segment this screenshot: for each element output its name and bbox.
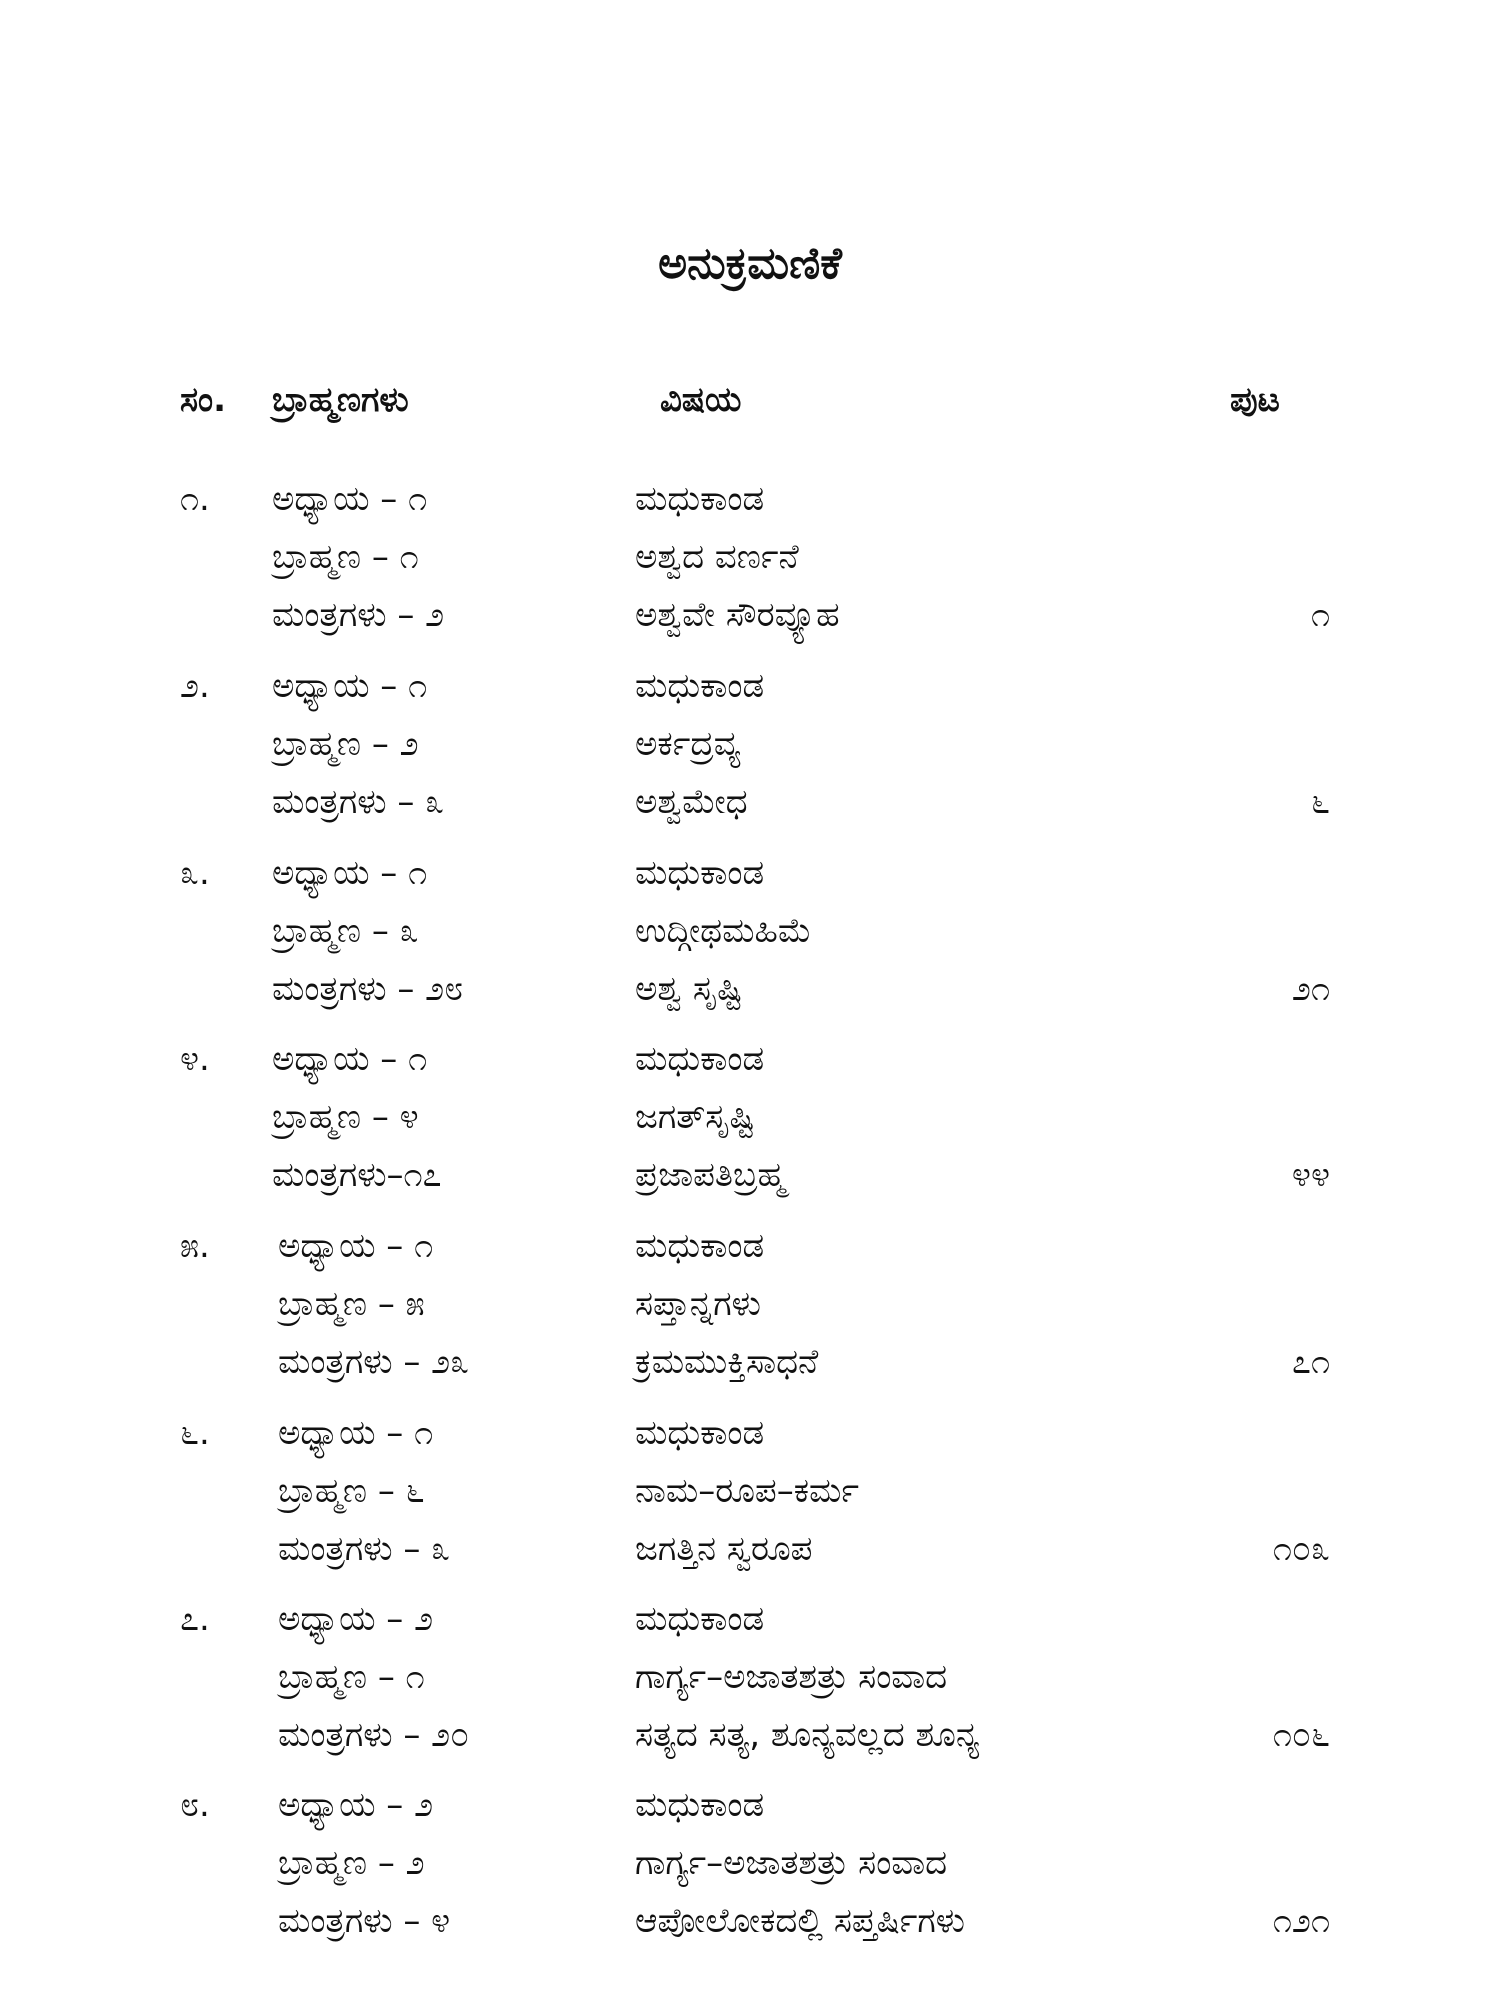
brahmana-subject: ಜಗತ್‌ಸೃಷ್ಟಿ: [635, 1097, 756, 1137]
page-number: ೬: [1310, 782, 1330, 822]
mantras-row: [0, 1520, 1500, 1578]
page-number: ೧: [1310, 595, 1330, 635]
entry-number: ೧.: [180, 479, 210, 519]
mantras-subject: ಜಗತ್ತಿನ ಸ್ವರೂಪ: [635, 1529, 813, 1569]
brahmana-row: [0, 528, 1500, 586]
brahmana-row: [0, 902, 1500, 960]
adhyaya-label: ಅಧ್ಯಾಯ – ೧: [272, 666, 428, 706]
adhyaya-row: [0, 1217, 1500, 1275]
brahmana-row: [0, 1834, 1500, 1892]
mantras-subject: ಅಶ್ವ ಸೃಷ್ಟಿ: [635, 969, 743, 1009]
entry-number: ೩.: [180, 853, 210, 893]
adhyaya-subject: ಮಧುಕಾಂಡ: [635, 1039, 765, 1079]
brahmana-label: ಬ್ರಾಹ್ಮಣ – ೨: [272, 724, 419, 764]
mantras-subject: ಅಶ್ವವೇ ಸೌರವ್ಯೂಹ: [635, 595, 840, 635]
entry-number: ೭.: [180, 1599, 210, 1639]
header-page: ಪುಟ: [1230, 380, 1280, 420]
brahmana-row: [0, 1088, 1500, 1146]
header-brahmana: ಬ್ರಾಹ್ಮಣಗಳು: [272, 380, 409, 420]
brahmana-label: ಬ್ರಾಹ್ಮಣ – ೪: [272, 1097, 419, 1137]
mantras-label: ಮಂತ್ರಗಳು–೧೭: [272, 1155, 442, 1195]
mantras-label: ಮಂತ್ರಗಳು – ೩: [272, 782, 445, 822]
mantras-subject: ಅಶ್ವಮೇಧ: [635, 782, 748, 822]
adhyaya-row: [0, 470, 1500, 528]
mantras-row: [0, 1892, 1500, 1950]
toc-entry: [0, 1217, 1500, 1403]
toc-entry: [0, 657, 1500, 843]
adhyaya-subject: ಮಧುಕಾಂಡ: [635, 666, 765, 706]
brahmana-label: ಬ್ರಾಹ್ಮಣ – ೨: [278, 1843, 425, 1883]
entry-number: ೨.: [180, 666, 210, 706]
adhyaya-label: ಅಧ್ಯಾಯ – ೨: [278, 1785, 434, 1825]
adhyaya-row: [0, 1030, 1500, 1088]
mantras-row: [0, 1333, 1500, 1391]
adhyaya-row: [0, 1590, 1500, 1648]
page-number: ೧೦೩: [1272, 1529, 1330, 1569]
page-number: ೪೪: [1291, 1155, 1330, 1195]
mantras-row: [0, 1706, 1500, 1764]
toc-entry: [0, 1776, 1500, 1962]
mantras-row: [0, 1146, 1500, 1204]
brahmana-label: ಬ್ರಾಹ್ಮಣ – ೫: [278, 1284, 425, 1324]
page-number: ೨೧: [1291, 969, 1330, 1009]
mantras-row: [0, 960, 1500, 1018]
brahmana-label: ಬ್ರಾಹ್ಮಣ – ೧: [272, 537, 419, 577]
adhyaya-label: ಅಧ್ಯಾಯ – ೧: [272, 479, 428, 519]
page-number: ೧೦೬: [1272, 1715, 1330, 1755]
adhyaya-label: ಅಧ್ಯಾಯ – ೨: [278, 1599, 434, 1639]
page-title: ಅನುಕ್ರಮಣಿಕೆ: [658, 238, 842, 289]
adhyaya-subject: ಮಧುಕಾಂಡ: [635, 1599, 765, 1639]
brahmana-label: ಬ್ರಾಹ್ಮಣ – ೧: [278, 1657, 425, 1697]
adhyaya-subject: ಮಧುಕಾಂಡ: [635, 1413, 765, 1453]
mantras-subject: ಆಪೋಲೋಕದಲ್ಲಿ ಸಪ್ತರ್ಷಿಗಳು: [635, 1901, 965, 1941]
adhyaya-subject: ಮಧುಕಾಂಡ: [635, 1226, 765, 1266]
mantras-label: ಮಂತ್ರಗಳು – ೪: [278, 1901, 451, 1941]
mantras-label: ಮಂತ್ರಗಳು – ೨: [272, 595, 445, 635]
brahmana-subject: ಸಪ್ತಾನ್ನಗಳು: [635, 1284, 761, 1324]
brahmana-subject: ಅರ್ಕದ್ರವ್ಯ: [635, 724, 741, 764]
toc-entry: [0, 1404, 1500, 1590]
mantras-subject: ಸತ್ಯದ ಸತ್ಯ, ಶೂನ್ಯವಲ್ಲದ ಶೂನ್ಯ: [635, 1715, 980, 1755]
mantras-label: ಮಂತ್ರಗಳು – ೩: [278, 1529, 451, 1569]
mantras-subject: ಪ್ರಜಾಪತಿಬ್ರಹ್ಮ: [635, 1155, 786, 1195]
mantras-label: ಮಂತ್ರಗಳು – ೨೩: [278, 1342, 470, 1382]
brahmana-row: [0, 1275, 1500, 1333]
brahmana-subject: ಅಶ್ವದ ವರ್ಣನೆ: [635, 537, 799, 577]
adhyaya-row: [0, 1776, 1500, 1834]
page-number: ೭೧: [1291, 1342, 1330, 1382]
adhyaya-row: [0, 657, 1500, 715]
entry-number: ೬.: [180, 1413, 210, 1453]
brahmana-subject: ಗಾರ್ಗ್ಯ–ಅಜಾತಶತ್ರು ಸಂವಾದ: [635, 1657, 948, 1697]
adhyaya-subject: ಮಧುಕಾಂಡ: [635, 853, 765, 893]
entry-number: ೮.: [180, 1785, 210, 1825]
brahmana-label: ಬ್ರಾಹ್ಮಣ – ೩: [272, 911, 419, 951]
adhyaya-label: ಅಧ್ಯಾಯ – ೧: [272, 853, 428, 893]
mantras-row: [0, 773, 1500, 831]
page-number: ೧೨೧: [1272, 1901, 1330, 1941]
adhyaya-row: [0, 844, 1500, 902]
toc-entry: [0, 844, 1500, 1030]
adhyaya-label: ಅಧ್ಯಾಯ – ೧: [272, 1039, 428, 1079]
mantras-label: ಮಂತ್ರಗಳು – ೨೮: [272, 969, 464, 1009]
entry-number: ೪.: [180, 1039, 210, 1079]
adhyaya-row: [0, 1404, 1500, 1462]
toc-entry: [0, 470, 1500, 656]
toc-entry: [0, 1030, 1500, 1216]
toc-entry: [0, 1590, 1500, 1776]
adhyaya-subject: ಮಧುಕಾಂಡ: [635, 479, 765, 519]
header-number: ಸಂ.: [180, 380, 227, 420]
brahmana-row: [0, 1462, 1500, 1520]
adhyaya-label: ಅಧ್ಯಾಯ – ೧: [278, 1413, 434, 1453]
mantras-row: [0, 586, 1500, 644]
header-subject: ವಿಷಯ: [660, 380, 742, 420]
brahmana-row: [0, 1648, 1500, 1706]
mantras-subject: ಕ್ರಮಮುಕ್ತಿಸಾಧನೆ: [635, 1342, 819, 1382]
adhyaya-subject: ಮಧುಕಾಂಡ: [635, 1785, 765, 1825]
brahmana-label: ಬ್ರಾಹ್ಮಣ – ೬: [278, 1471, 425, 1511]
brahmana-subject: ಗಾರ್ಗ್ಯ–ಅಜಾತಶತ್ರು ಸಂವಾದ: [635, 1843, 948, 1883]
mantras-label: ಮಂತ್ರಗಳು – ೨೦: [278, 1715, 470, 1755]
brahmana-row: [0, 715, 1500, 773]
brahmana-subject: ಉದ್ಗೀಥಮಹಿಮೆ: [635, 911, 812, 951]
adhyaya-label: ಅಧ್ಯಾಯ – ೧: [278, 1226, 434, 1266]
brahmana-subject: ನಾಮ–ರೂಪ–ಕರ್ಮ: [635, 1471, 859, 1511]
entry-number: ೫.: [180, 1226, 210, 1266]
